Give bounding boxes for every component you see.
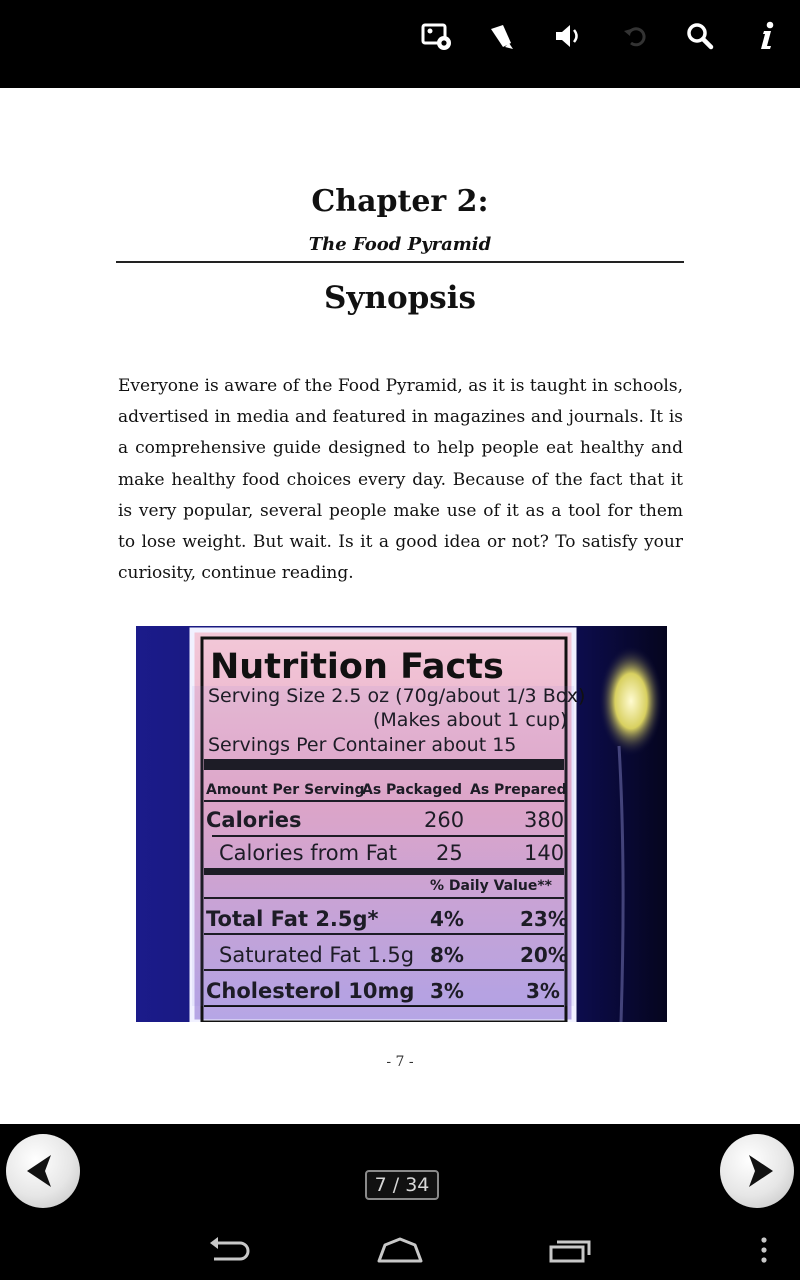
recent-apps-icon[interactable] xyxy=(546,1230,596,1270)
page-number: - 7 - xyxy=(386,1054,414,1070)
system-nav-bar xyxy=(0,1220,800,1280)
book-page[interactable] xyxy=(0,88,800,1124)
photo-sat-fat-label: Saturated Fat 1.5g xyxy=(219,943,415,967)
top-toolbar xyxy=(0,0,800,88)
photo-total-fat-packaged: 4% xyxy=(430,907,464,931)
overflow-menu-icon[interactable] xyxy=(754,1230,774,1270)
photo-daily-value: % Daily Value** xyxy=(430,878,552,894)
photo-sat-fat-prepared: 20% xyxy=(520,943,568,967)
photo-sat-fat-packaged: 8% xyxy=(430,943,464,967)
body-paragraph: Everyone is aware of the Food Pyramid, as it is taught in schools, advertised in media and featured in magazines and journals. It is a comprehensive guide designed to help people eat healthy and make healthy food choices every day. Because of the fact that it is very popular, several people make use of it as a tool for them to lose weight. But wait. Is it a good idea or not? To satisfy your curiosity, continue reading. xyxy=(118,376,683,584)
highlight-pen-icon[interactable] xyxy=(480,16,520,56)
volume-icon[interactable] xyxy=(548,16,588,56)
photo-fat-cal-prepared: 140 xyxy=(524,841,565,865)
chapter-title: Chapter 2: xyxy=(311,184,489,219)
photo-calories-packaged: 260 xyxy=(424,808,465,832)
rotate-icon[interactable] xyxy=(616,16,656,56)
photo-serving-size: Serving Size 2.5 oz (70g/about 1/3 Box) xyxy=(208,685,586,707)
divider xyxy=(116,261,684,263)
photo-chol-prepared: 3% xyxy=(526,979,560,1003)
photo-header-prepared: As Prepared xyxy=(470,782,567,798)
previous-page-button[interactable] xyxy=(6,1134,80,1208)
home-icon[interactable] xyxy=(372,1230,428,1270)
nutrition-facts-photo xyxy=(136,626,667,1022)
arrow-left-icon xyxy=(21,1149,65,1193)
back-icon[interactable] xyxy=(205,1230,255,1270)
photo-total-fat-label: Total Fat 2.5g* xyxy=(206,907,379,931)
photo-makes: (Makes about 1 cup) xyxy=(373,709,568,731)
photo-chol-label: Cholesterol 10mg xyxy=(206,979,415,1003)
search-icon[interactable] xyxy=(680,16,720,56)
photo-calories-prepared: 380 xyxy=(524,808,565,832)
photo-fat-cal-label: Calories from Fat xyxy=(219,841,398,865)
photo-header-packaged: As Packaged xyxy=(362,782,462,798)
chapter-subtitle: The Food Pyramid xyxy=(308,234,492,255)
info-icon[interactable] xyxy=(746,16,786,56)
photo-servings: Servings Per Container about 15 xyxy=(208,734,517,756)
photo-fat-cal-packaged: 25 xyxy=(436,841,463,865)
arrow-right-icon xyxy=(735,1149,779,1193)
section-heading: Synopsis xyxy=(324,280,476,316)
photo-total-fat-prepared: 23% xyxy=(520,907,568,931)
image-settings-icon[interactable] xyxy=(416,16,456,56)
next-page-button[interactable] xyxy=(720,1134,794,1208)
photo-title: Nutrition Facts xyxy=(210,647,504,687)
photo-header-amount: Amount Per Serving xyxy=(206,782,365,798)
reader-nav-bar xyxy=(0,1124,800,1220)
page-counter[interactable]: 7 / 34 xyxy=(365,1170,439,1200)
photo-calories-label: Calories xyxy=(206,808,302,832)
photo-chol-packaged: 3% xyxy=(430,979,464,1003)
